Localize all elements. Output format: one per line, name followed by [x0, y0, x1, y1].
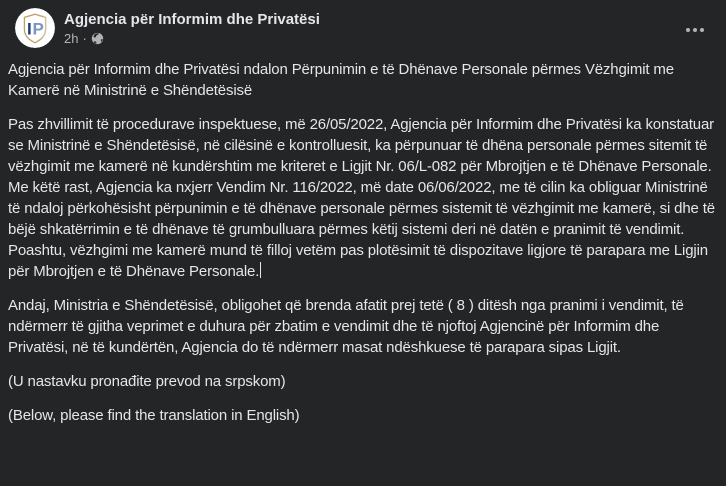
- avatar-letter-p: P: [32, 19, 44, 39]
- post-text: [0, 48, 726, 426]
- page-name-link[interactable]: Agjencia për Informim dhe Privatësi: [64, 11, 320, 28]
- avatar-letter-i: I: [27, 19, 32, 39]
- post-paragraph: [8, 114, 718, 282]
- post-paragraph: Andaj, Ministria e Shëndetësisë, obligohet që brenda afatit prej tetë ( 8 ) ditësh nga pranimi i vendimit, të ndërmerr të gjitha veprimet e duhura për zbatim e vendimit dhe të njoftoj Agjencinë për Informim dhe Privatësi, në të kundërtën, Agjencia do të ndërmerr masat ndëshkuese të parapara sipas Ligjit.: [8, 297, 684, 356]
- post-paragraph-text: Pas zhvillimit të procedurave inspektuese, më 26/05/2022, Agjencia për Informim dhe Privatësi ka konstatuar se Ministrinë e Shëndetësisë, në cilësinë e kontrolluesit, ka përpunuar të dhëna personale përmes sitemit të vëzhgimit me kamerë në kundërshtim me kriteret e Ligjit Nr. 06/L-082 për Mbrojtjen e të Dhënave Personale. Me këtë rast, Agjencia ka nxjerr Vendim Nr. 116/2022, më date 06/06/2022, me të cilin ka obliguar Ministrinë të ndaloj përkohësisht përpunimin e të dhënave personale përmes sistemit të vëzhgimit me kamerë, si dhe të bëjë shkatërrimin e të dhënave të grumbulluara përmes këtij sistemi deri në datën e pranimit të vendimit. Poashtu, vëzhgimi me kamerë mund të filloj vetëm pas plotësimit të dispozitave ligjore të parapara me Ligjin për Mbrojtjen e të Dhënave Personale.: [8, 116, 715, 280]
- page-avatar[interactable]: [15, 8, 55, 48]
- text-caret: [260, 262, 261, 278]
- three-dots-menu-icon: [700, 28, 704, 32]
- dot-separator: ·: [82, 31, 87, 46]
- post-paragraph: (U nastavku pronađite prevod na srpskom): [8, 373, 286, 390]
- post-header: [0, 0, 726, 48]
- three-dots-menu-icon: [693, 28, 697, 32]
- post-subline: [64, 31, 320, 46]
- three-dots-menu-icon: [686, 28, 690, 32]
- more-options-button[interactable]: [680, 22, 710, 38]
- post-meta: [64, 8, 320, 46]
- post-paragraph: (Below, please find the translation in English): [8, 407, 300, 424]
- timestamp-link[interactable]: 2h: [64, 31, 79, 46]
- public-globe-icon: [91, 32, 104, 45]
- post-paragraph-title: Agjencia për Informim dhe Privatësi ndalon Përpunimin e të Dhënave Personale përmes Vëzhgimit me Kamerë në Ministrinë e Shëndetësisë: [8, 61, 674, 99]
